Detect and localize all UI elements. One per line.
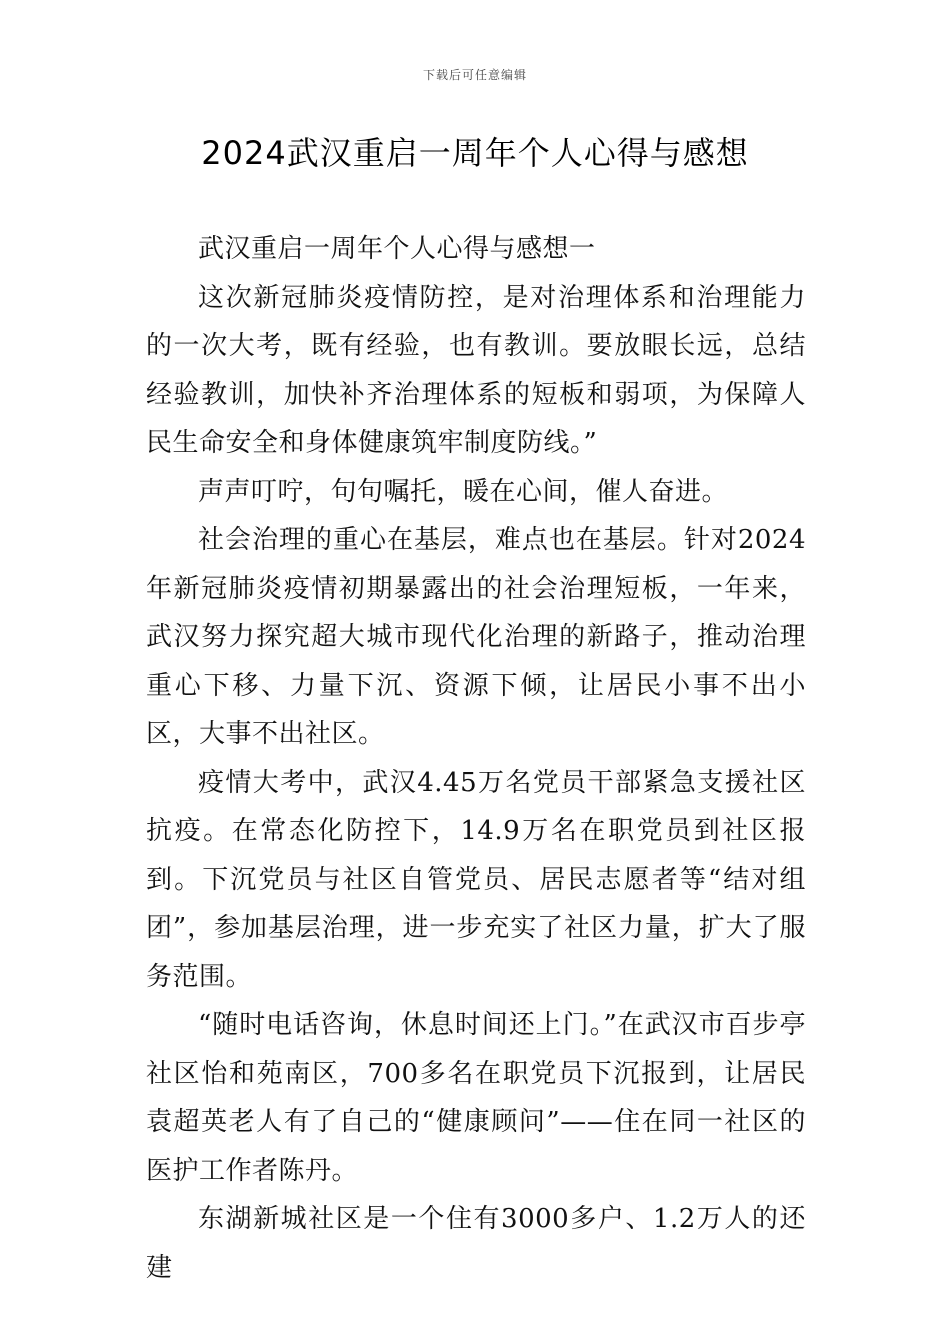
header-note: 下载后可任意编辑 — [422, 68, 527, 82]
paragraph: 声声叮咛，句句嘱托，暖在心间，催人奋进。 — [198, 476, 729, 507]
document-title: 2024武汉重启一周年个人心得与感想 — [201, 134, 749, 172]
paragraph: “随时电话咨询，休息时间还上门。”在武汉市百步亭社区怡和苑南区，700多名在职党员下沉报到，让居民袁超英老人有了自己的“健康顾问”——住在同一社区的医护工作者陈丹。 — [146, 1010, 806, 1186]
paragraph: 这次新冠肺炎疫情防控，是对治理体系和治理能力的一次大考，既有经验，也有教训。要放眼长远，总结经验教训，加快补齐治理体系的短板和弱项，为保障人民生命安全和身体健康筑牢制度防线。” — [146, 282, 806, 458]
document-body — [146, 225, 806, 1292]
paragraph: 东湖新城社区是一个住有3000多户、1.2万人的还建 — [146, 1204, 806, 1283]
paragraph: 武汉重启一周年个人心得与感想一 — [198, 234, 596, 264]
paragraph: 疫情大考中，武汉4.45万名党员干部紧急支援社区抗疫。在常态化防控下，14.9万名在职党员到社区报到。下沉党员与社区自管党员、居民志愿者等“结对组团”，参加基层治理，进一步充实了社区力量，扩大了服务范围。 — [146, 767, 806, 992]
paragraph: 社会治理的重心在基层，难点也在基层。针对2024年新冠肺炎疫情初期暴露出的社会治理短板，一年来，武汉努力探究超大城市现代化治理的新路子，推动治理重心下移、力量下沉、资源下倾，让居民小事不出小区，大事不出社区。 — [146, 525, 806, 749]
